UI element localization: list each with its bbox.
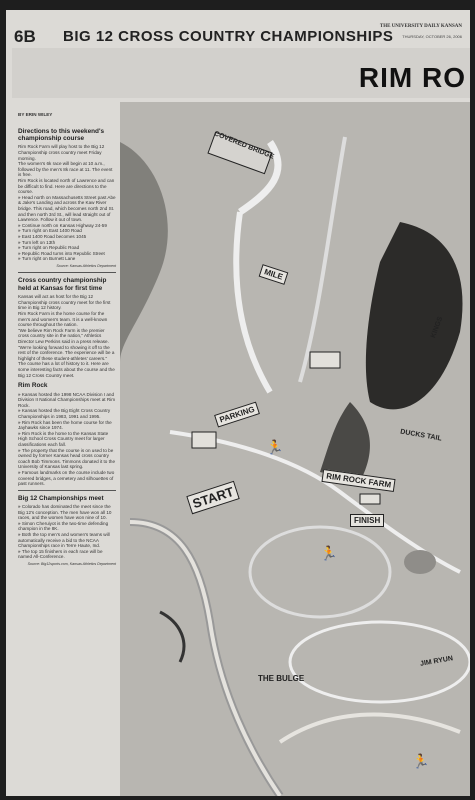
history-paragraph: Rim Rock Farm is the home course for the men's and women's team. It is a well-known course throughout the nation. [18,311,108,328]
big12-fact: » Simon Cheruiyot is the two-time defending champion in the 8K. [18,521,116,532]
banner-title: RIM RO [358,62,466,93]
big12-heading: Big 12 Championships meet [18,494,104,502]
direction-step: » Turn left on 13th [18,240,116,246]
map-sign-finish: FINISH [350,514,384,527]
directions-heading: Directions to this weekend's championship course [18,127,105,142]
map-sign-farm: RIM ROCK FARM [321,469,395,492]
directions-paragraph: Rim Rock is located north of Lawrence and can be difficult to find. Here are directions to the course. [18,177,115,195]
runner-silhouette-icon: 🏃 [412,755,430,770]
map-sign-mile: MILE [259,264,289,285]
history-paragraph: The course has a lot of history to it. Here are some interesting facts about the course and the Big 12 Cross Country meet. [18,361,115,378]
rimrock-fact: » Kansas hosted the 1998 NCAA Division I and Division II National Championships meet at Rim Rock. [18,392,116,409]
big12-fact: » Colorado has dominated the meet since the Big 12's conception. The men have won all 10 races, and the women have won nine of 10. [18,504,116,521]
rimrock-heading: Rim Rock [18,382,48,390]
rimrock-fact: » Kansas hosted the Big Eight Cross Country Championships in 1983, 1991 and 1995. [18,408,116,419]
map-label-ducks-tail: DUCKS TAIL [399,428,443,443]
direction-step: » Turn right on Burnett Lane [18,256,116,262]
history-paragraph: "We believe Rim Rock Farm is the premier cross country site in the nation," Athletics Director Lew Perkins said in a press release. "We're looking forward to showing it off to the rest of the conference. The experience will be a highlight of these student-athletes' careers." [18,327,115,361]
article-column [18,112,116,571]
course-map-drawing [120,102,470,796]
map-label-jim-ryun: JIM RYUN [419,655,454,668]
directions-paragraph: The women's 6k race will begin at 10 a.m., followed by the men's 8k race at 11. The event is free. [18,161,113,178]
map-label-kings: KINGS [430,315,445,340]
rimrock-fact: » Famous landmarks on the course include two covered bridges, a cemetery and silhouettes of past runners. [18,470,116,487]
map-label-the-bulge: THE BULGE [258,674,305,683]
history-paragraph: Kansas will act as host for the Big 12 Championship cross country meet for the first time in Big 12 history. [18,294,111,311]
map-sign-start: START [186,481,240,515]
runner-silhouette-icon: 🏃 [266,441,284,456]
direction-step: » Continue north on Kansas Highway 24-59 [18,223,116,229]
direction-step: » Turn right on East 1400 Road [18,228,116,234]
byline: BY ERIN WILEY [18,112,53,117]
rimrock-fact: » Rim Rock is the home to the Kansas State High School Cross Country meet for larger classifications each fall. [18,431,116,448]
section-divider [18,272,116,273]
page-number: 6B [14,27,36,46]
map-sign-parking: PARKING [214,401,260,427]
map-label-bridge: COVERED BRIDGE [213,130,275,161]
direction-step: » Turn right on Republic Road [18,245,116,251]
big12-fact: » The top 15 finishers in each race will be named All-Conference. [18,549,116,560]
big12-fact: » Both the top men's and women's teams will automatically receive a bid to the NCAA Championships race in Terre Haute, Ind. [18,532,116,549]
direction-step: » East 1400 Road becomes 1045 [18,234,116,240]
directions-paragraph: Rim Rock Farm will play host to the Big 12 Championship cross country meet Friday morning. [18,144,105,161]
issue-date: THURSDAY, OCTOBER 26, 2006 [402,34,462,39]
newspaper-page [6,10,470,796]
direction-step: » Head north on Massachusetts Street past Abe & Jake's Landing and across the Kaw River bridge. This road, which becomes north 2nd St. and then north 3rd St., will lead straight out of Lawrence. Follow it out of town. [18,195,116,223]
history-heading: Cross country championship held at Kansas for first time [18,277,107,292]
masthead: THE UNIVERSITY DAILY KANSAN [379,24,462,29]
source-credit: Source: Kansas Athletics Department [56,263,116,268]
rimrock-fact: » The property that the course is on used to be owned by former Kansas head cross country coach Bob Timmons. Timmons donated it to the University of Kansas last spring. [18,448,116,470]
rimrock-fact: » Rim Rock has been the home course for the Jayhawks since 1974. [18,420,116,431]
runner-silhouette-icon: 🏃 [320,547,338,562]
source-credit: Source: Big12sports.com, Kansas Athletics Department [27,562,116,567]
course-map-illustration [120,102,470,796]
section-title: BIG 12 CROSS COUNTRY CHAMPIONSHIPS [63,28,394,45]
direction-step: » Republic Road turns into Republic Street [18,251,116,257]
section-divider [18,490,116,491]
